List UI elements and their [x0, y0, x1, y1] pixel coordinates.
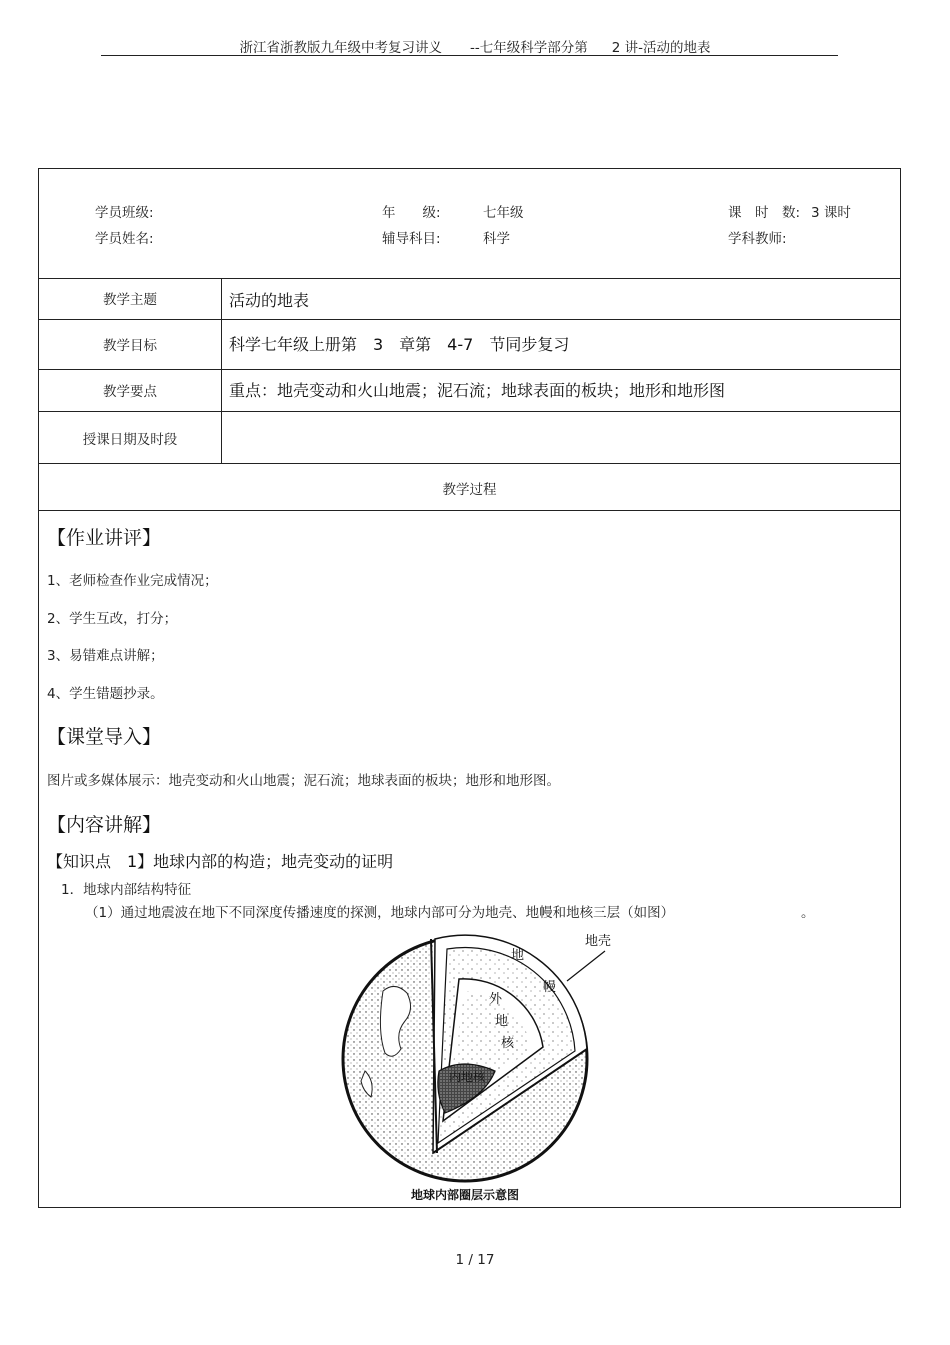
- homework-item: 4、学生错题抄录。: [47, 686, 164, 702]
- homework-item: 3、易错难点讲解；: [47, 648, 164, 664]
- hours-value: 3 课时: [811, 205, 851, 221]
- column-divider: [221, 278, 222, 463]
- row-label-theme: 教学主题: [103, 292, 157, 308]
- point-1: 1．地球内部结构特征: [61, 882, 192, 898]
- intro-text: 图片或多媒体展示：地壳变动和火山地震；泥石流；地球表面的板块；地形和地形图。: [47, 773, 560, 789]
- figure-caption: 地球内部圈层示意图: [410, 1188, 520, 1202]
- row-divider: [39, 411, 900, 412]
- row-value-theme: 活动的地表: [229, 291, 310, 310]
- subject-value: 科学: [483, 231, 510, 247]
- class-label: 学员班级:: [95, 205, 154, 221]
- page-header: [0, 36, 950, 56]
- grade-value: 七年级: [483, 205, 524, 221]
- row-divider: [39, 369, 900, 370]
- knowledge-point-title: 【知识点 1】地球内部的构造；地壳变动的证明: [47, 852, 394, 871]
- mantle-label-1: 地: [511, 948, 525, 963]
- homework-title: 【作业讲评】: [47, 527, 162, 549]
- subject-label: 辅导科目:: [382, 231, 441, 247]
- header-part-1: 浙江省浙教版九年级中考复习讲义: [239, 40, 442, 56]
- intro-title: 【课堂导入】: [47, 726, 162, 748]
- row-value-keypoints: 重点：地壳变动和火山地震；泥石流；地球表面的板块；地形和地形图: [229, 381, 726, 400]
- row-divider: [39, 278, 900, 279]
- header-rule: [101, 55, 838, 56]
- hours-label: 课 时 数:: [728, 205, 801, 221]
- content-title: 【内容讲解】: [47, 814, 162, 836]
- row-divider: [39, 463, 900, 464]
- outer-core-label-3: 核: [501, 1036, 515, 1051]
- crust-label: 地壳: [584, 934, 611, 949]
- homework-item: 2、学生互改，打分；: [47, 611, 178, 627]
- point-1-1: （1）通过地震波在地下不同深度传播速度的探测，地球内部可分为地壳、地幔和地核三层（如图）: [85, 905, 675, 921]
- earth-structure-diagram: [335, 921, 611, 1206]
- row-divider: [39, 319, 900, 320]
- homework-item: 1、老师检查作业完成情况；: [47, 573, 218, 589]
- name-label: 学员姓名:: [95, 231, 154, 247]
- header-part-3: 2 讲-活动的地表: [611, 40, 711, 56]
- point-1-1-end: 。: [801, 905, 815, 921]
- outer-core-label-2: 地: [495, 1014, 509, 1029]
- mantle-label-2: 幔: [543, 980, 557, 995]
- row-label-date: 授课日期及时段: [82, 432, 178, 448]
- page-number: 1 / 17: [455, 1252, 495, 1268]
- inner-core-label: 内地核: [449, 1070, 486, 1084]
- row-label-keypoints: 教学要点: [103, 384, 157, 400]
- header-part-2: --七年级科学部分第: [469, 40, 588, 56]
- outer-core-label-1: 外: [489, 992, 503, 1007]
- process-heading: 教学过程: [442, 482, 497, 498]
- row-divider: [39, 510, 900, 511]
- row-value-goal: 科学七年级上册第 3 章第 4-7 节同步复习: [229, 335, 570, 354]
- grade-label: 年 级:: [382, 205, 441, 221]
- teacher-label: 学科教师:: [728, 231, 787, 247]
- row-label-goal: 教学目标: [103, 338, 157, 354]
- lesson-table: [38, 168, 901, 1208]
